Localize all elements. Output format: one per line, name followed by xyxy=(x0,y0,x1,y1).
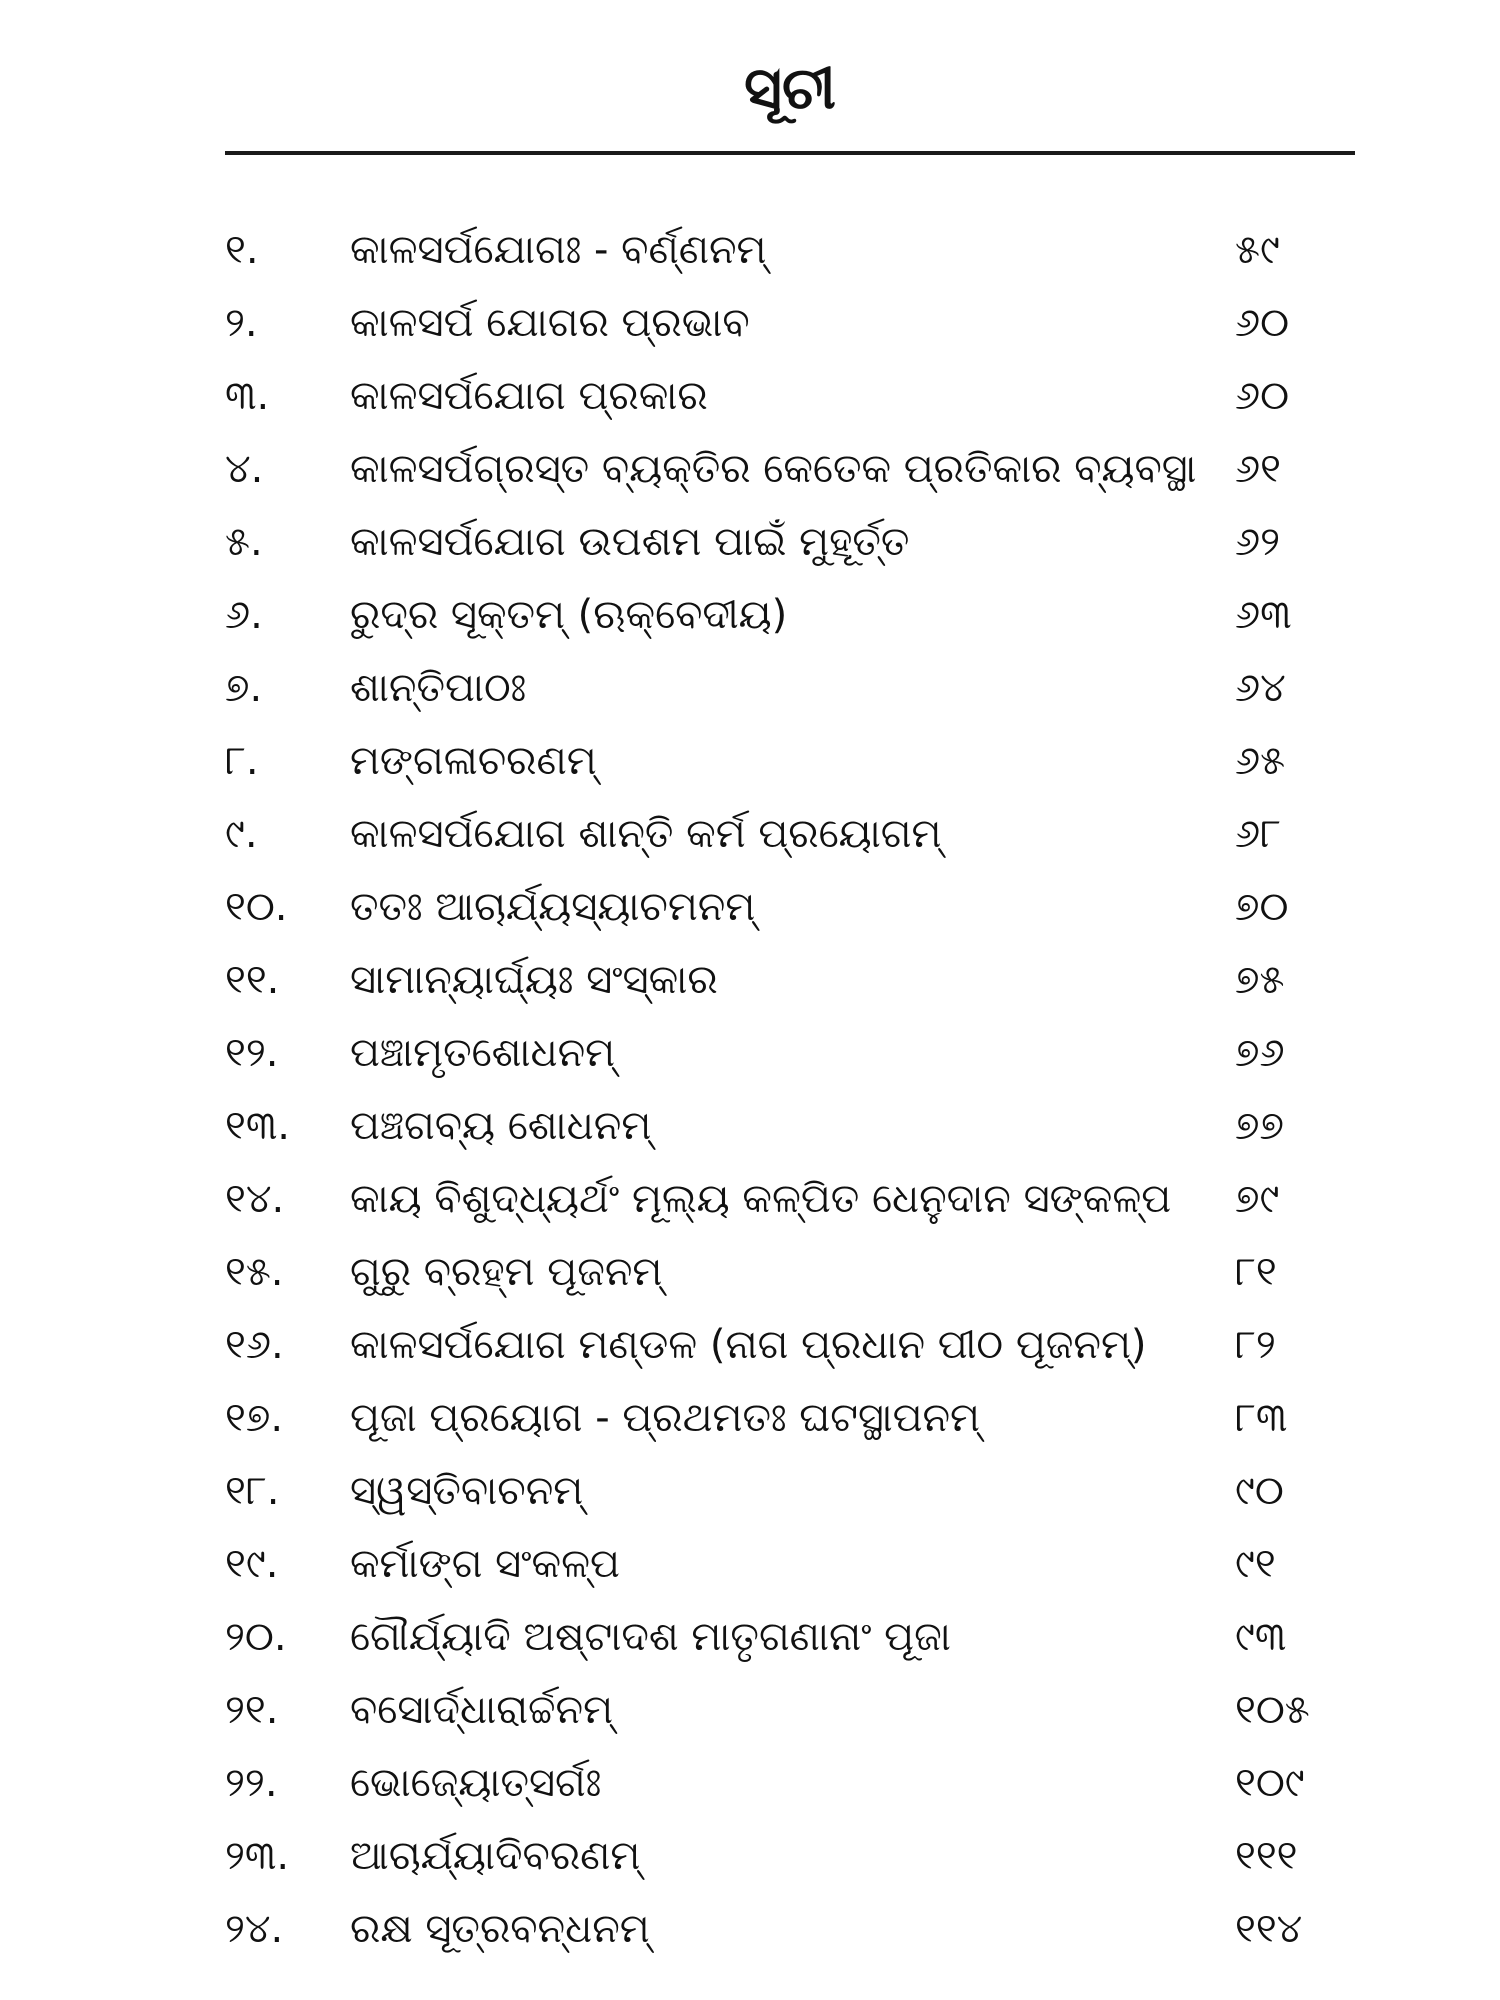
entry-page-number: ୬୮ xyxy=(1235,811,1281,857)
entry-page-number: ୬୫ xyxy=(1235,738,1286,784)
toc-entry xyxy=(225,433,1355,506)
entry-title: ବସୋର୍ଦ୍ଧାରାର୍ଚ୍ଚନମ୍ xyxy=(350,1687,614,1733)
entry-page-number: ୭୦ xyxy=(1235,884,1289,930)
entry-title: କାୟ ବିଶୁଦ୍ଧ୍ୟର୍ଥଂ ମୂଲ୍ୟ କଳ୍ପିତ ଧେନୁଦାନ ସଙ୍କଳ୍ପ xyxy=(350,1176,1172,1222)
entry-number: ୧୨. xyxy=(225,1030,279,1076)
entry-number: ୭. xyxy=(225,665,263,711)
entry-page-number: ୯୦ xyxy=(1235,1468,1284,1514)
entry-number: ୪. xyxy=(225,446,264,492)
entry-page-number: ୭୭ xyxy=(1235,1103,1284,1149)
entry-page-number: ୧୧୧ xyxy=(1235,1833,1298,1879)
entry-title: ରକ୍ଷ ସୂତ୍ରବନ୍ଧନମ୍ xyxy=(350,1906,650,1952)
entry-title: କାଳସର୍ପଗ୍ରସ୍ତ ବ୍ୟକ୍ତିର କେତେକ ପ୍ରତିକାର ବ୍ୟବସ୍ଥା xyxy=(350,446,1197,492)
entry-title: ମଙ୍ଗଳାଚରଣମ୍ xyxy=(350,738,597,784)
entry-title: ଆଚାର୍ଯ୍ୟାଦିବରଣମ୍ xyxy=(350,1833,641,1879)
page-title: ସୂଚୀ xyxy=(744,54,836,122)
title-divider xyxy=(225,151,1355,155)
entry-page-number: ୭୯ xyxy=(1235,1176,1280,1222)
entry-number: ୧. xyxy=(225,227,259,273)
toc-entry xyxy=(225,871,1355,944)
entry-title: ପଞ୍ଚାମୃତଶୋଧନମ୍ xyxy=(350,1030,616,1076)
entry-title: ସ୍ୱସ୍ତିବାଚନମ୍ xyxy=(350,1468,584,1514)
entry-title: କାଳସର୍ପଯୋଗ ଶାନ୍ତି କର୍ମ ପ୍ରୟୋଗମ୍ xyxy=(350,811,942,857)
entry-number: ୩. xyxy=(225,373,270,419)
entry-title: ଗୁରୁ ବ୍ରହ୍ମ ପୂଜନମ୍ xyxy=(350,1249,663,1295)
entry-title: ପୂଜା ପ୍ରୟୋଗ - ପ୍ରଥମତଃ ଘଟସ୍ଥାପନମ୍ xyxy=(350,1395,980,1441)
toc-entry xyxy=(225,1163,1355,1236)
entry-number: ୯. xyxy=(225,811,258,857)
toc-entry xyxy=(225,1090,1355,1163)
toc-entry xyxy=(225,1455,1355,1528)
entry-number: ୨୦. xyxy=(225,1614,287,1660)
toc-entry xyxy=(225,1601,1355,1674)
entry-title: ରୁଦ୍ର ସୂକ୍ତମ୍ (ଋକ୍‌ବେଦୀୟ) xyxy=(350,592,788,638)
entry-number: ୫. xyxy=(225,519,263,565)
entry-title: କାଳସର୍ପଯୋଗ ପ୍ରକାର xyxy=(350,373,708,419)
entry-title: କର୍ମାଙ୍ଗ ସଂକଳ୍ପ xyxy=(350,1541,620,1587)
entry-title: ଗୌର୍ଯ୍ୟାଦି ଅଷ୍ଟାଦଶ ମାତୃଗଣାନାଂ ପୂଜା xyxy=(350,1614,951,1660)
entry-number: ୨. xyxy=(225,300,258,346)
entry-title: ସାମାନ୍ୟାର୍ଘ୍ୟଃ ସଂସ୍କାର xyxy=(350,957,718,1003)
toc-entry xyxy=(225,1820,1355,1893)
entry-title: ଶାନ୍ତିପାଠଃ xyxy=(350,665,527,711)
entry-number: ୧୩. xyxy=(225,1103,290,1149)
entry-page-number: ୯୩ xyxy=(1235,1614,1287,1660)
entry-number: ୧୭. xyxy=(225,1395,284,1441)
entry-number: ୨୩. xyxy=(225,1833,290,1879)
entry-page-number: ୬୦ xyxy=(1235,373,1290,419)
entry-title: ଭୋଜ୍ୟୋତ୍ସର୍ଗଃ xyxy=(350,1760,602,1806)
toc-entry xyxy=(225,360,1355,433)
entry-number: ୧୧. xyxy=(225,957,280,1003)
toc-entry xyxy=(225,1236,1355,1309)
entry-page-number: ୧୦୯ xyxy=(1235,1760,1305,1806)
entry-page-number: ୬୨ xyxy=(1235,519,1281,565)
entry-page-number: ୬୧ xyxy=(1235,446,1281,492)
toc-entry xyxy=(225,579,1355,652)
toc-entry xyxy=(225,1309,1355,1382)
toc-entry xyxy=(225,1382,1355,1455)
entry-number: ୨୨. xyxy=(225,1760,278,1806)
entry-page-number: ୭୬ xyxy=(1235,1030,1285,1076)
entry-page-number: ୫୯ xyxy=(1235,227,1280,273)
toc-entry xyxy=(225,1017,1355,1090)
entry-title: କାଳସର୍ପଯୋଗଃ - ବର୍ଣ୍ଣନମ୍ xyxy=(350,227,767,273)
entry-number: ୮. xyxy=(225,738,259,784)
entry-number: ୨୪. xyxy=(225,1906,284,1952)
entry-title: କାଳସର୍ପଯୋଗ ମଣ୍ଡଳ (ନାଗ ପ୍ରଧାନ ପୀଠ ପୂଜନମ୍) xyxy=(350,1322,1147,1368)
entry-number: ୧୫. xyxy=(225,1249,284,1295)
entry-page-number: ୮୧ xyxy=(1235,1249,1277,1295)
toc-entry xyxy=(225,1893,1355,1966)
toc-entry xyxy=(225,944,1355,1017)
entry-number: ୧୪. xyxy=(225,1176,285,1222)
toc-entry xyxy=(225,287,1355,360)
entry-page-number: ୧୧୪ xyxy=(1235,1906,1303,1952)
entry-page-number: ୭୫ xyxy=(1235,957,1285,1003)
toc-entry xyxy=(225,1747,1355,1820)
entry-title: କାଳସର୍ପଯୋଗ ଉପଶମ ପାଇଁ ମୁହୂର୍ତ୍ତ xyxy=(350,519,910,565)
toc-entry xyxy=(225,652,1355,725)
entry-number: ୧୦. xyxy=(225,884,288,930)
entry-page-number: ୮୨ xyxy=(1235,1322,1276,1368)
entry-title: ତତଃ ଆଚାର୍ଯ୍ୟସ୍ୟାଚମନମ୍ xyxy=(350,884,756,930)
entry-number: ୧୮. xyxy=(225,1468,280,1514)
toc-entry xyxy=(225,798,1355,871)
entry-page-number: ୬୪ xyxy=(1235,665,1286,711)
toc-entry xyxy=(225,1528,1355,1601)
entry-number: ୧୬. xyxy=(225,1322,284,1368)
entry-number: ୧୯. xyxy=(225,1541,279,1587)
entry-title: ପଞ୍ଚଗବ୍ୟ ଶୋଧନମ୍ xyxy=(350,1103,652,1149)
entry-page-number: ୬୩ xyxy=(1235,592,1292,638)
entry-number: ୬. xyxy=(225,592,263,638)
toc-entry xyxy=(225,725,1355,798)
entry-page-number: ୬୦ xyxy=(1235,300,1290,346)
entry-page-number: ୮୩ xyxy=(1235,1395,1288,1441)
entry-page-number: ୧୦୫ xyxy=(1235,1687,1310,1733)
entry-title: କାଳସର୍ପ ଯୋଗର ପ୍ରଭାବ xyxy=(350,300,750,346)
toc-entry xyxy=(225,214,1355,287)
entry-page-number: ୯୧ xyxy=(1235,1541,1276,1587)
toc-entry xyxy=(225,1674,1355,1747)
toc-entry xyxy=(225,506,1355,579)
table-of-contents xyxy=(225,214,1355,1966)
entry-number: ୨୧. xyxy=(225,1687,279,1733)
